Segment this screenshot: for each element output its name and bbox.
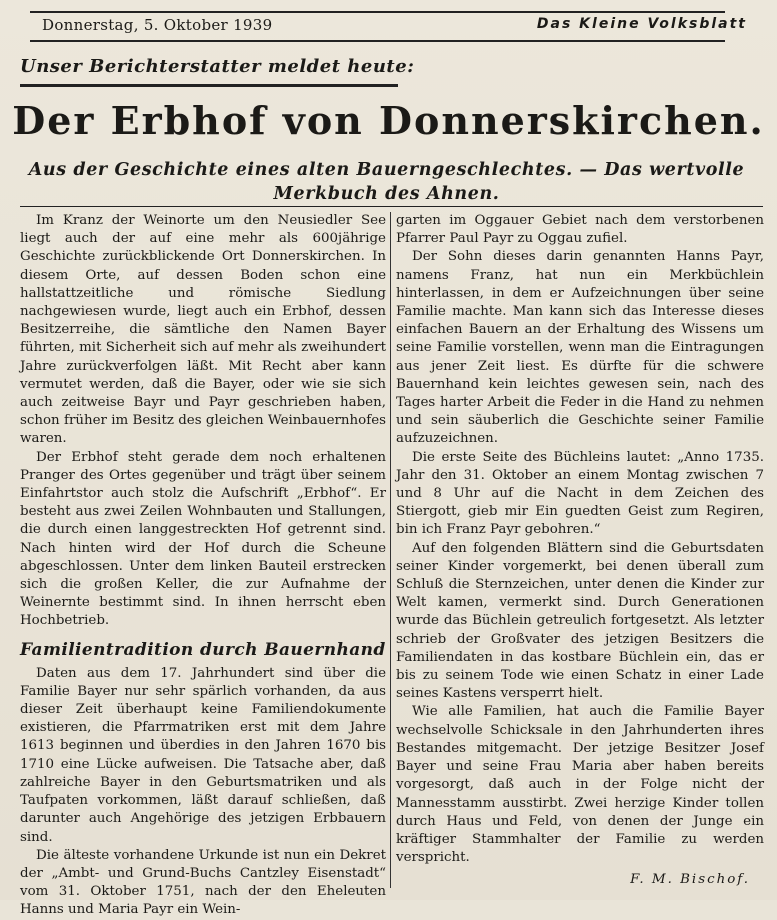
masthead-rule [30, 40, 725, 42]
columns-top-rule [20, 206, 763, 207]
right-column [396, 212, 764, 890]
paragraph: Die älteste vorhandene Urkunde ist nun ein Dekret der „Ambt- und Grund-Buchs Cantzley Eisenstadt“ vom 31. Oktober 1751, nach der den Eheleuten Hanns und Maria Payr ein Wein- [20, 847, 386, 918]
paragraph: Auf den folgenden Blättern sind die Geburtsdaten seiner Kinder vorgemerkt, bei denen überall zum Schluß die Sternzeichen, unter denen die Kinder zur Welt kamen, vermerkt sind. Durch Generationen wurde das Büchlein getreulich fortgesetzt. Als letzter schrieb der Großvater des jetzigen Besitzers die Familiendaten in das kostbare Büchlein ein, das er bis zu seinem Tode wie einen Schatz in einer Lade seines Kastens versperrt hielt. [396, 540, 764, 702]
kicker-underline [20, 84, 398, 87]
masthead-date: Donnerstag, 5. Oktober 1939 [42, 16, 273, 34]
paragraph: Daten aus dem 17. Jahrhundert sind über die Familie Bayer nur sehr spärlich vorhanden, da aus dieser Zeit überhaupt keine Familiendokumente existieren, die Pfarrmatriken erst mit dem Jahre 1613 beginnen und überdies in den Jahren 1670 bis 1710 eine Lücke aufweisen. Die Tatsache aber, daß zahlreiche Bayer in den Geburtsmatriken und als Taufpaten vorkommen, läßt darauf schließen, daß darunter auch Angehörige des jetzigen Erbbauern sind. [20, 665, 386, 845]
masthead-paper-name: Das Kleine Volksblatt [536, 16, 747, 32]
article-subheadline: Aus der Geschichte eines alten Bauerngeschlechtes. — Das wertvolle Merkbuch des Ahnen. [28, 160, 745, 204]
section-heading: Familientradition durch Bauernhand [20, 639, 386, 660]
paragraph: Wie alle Familien, hat auch die Familie Bayer wechselvolle Schicksale in den Jahrhunderten ihres Bestandes mitgemacht. Der jetzige Besitzer Josef Bayer und seine Frau Maria aber haben bereits vorgesorgt, daß auch in der Folge nicht der Mannesstamm ausstirbt. Zwei herzige Kinder tollen durch Haus und Feld, von denen der Junge ein kräftiger Stammhalter der Familie zu werden verspricht. [396, 704, 764, 866]
paragraph: Der Sohn dieses darin genannten Hanns Payr, namens Franz, hat nun ein Merkbüchlein hinterlassen, in dem er Aufzeichnungen über seine Familie machte. Man kann sich das Interesse dieses einfachen Bauern an der Erhaltung des Wissens um seine Familie vorstellen, wenn man die Eintragungen aus jener Zeit liest. Es dürfte für die schwere Bauernhand kein leichtes gewesen sein, nach des Tages harter Arbeit die Feder in die Hand zu nehmen und sein säuberlich die Geschichte seiner Familie aufzuzeichnen. [396, 249, 764, 447]
top-rule [30, 11, 725, 13]
paragraph: Der Erbhof steht gerade dem noch erhaltenen Pranger des Ortes gegenüber und trägt über seinem Einfahrtstor auch stolz die Aufschrift „Erbhof“. Er besteht aus zwei Zeilen Wohnbauten und Stallungen, die durch einen langgestreckten Hof getrennt sind. Nach hinten wird der Hof durch die Scheune abgeschlossen. Unter dem linken Bauteil erstrecken sich die großen Keller, die zur Aufnahme der Weinernte bestimmt sind. In ihnen herrscht eben Hochbetrieb. [20, 449, 386, 629]
masthead [30, 14, 747, 36]
paragraph: Die erste Seite des Büchleins lautet: „Anno 1735. Jahr den 31. Oktober an einem Montag zwischen 7 und 8 Uhr auf die Nacht in dem Zeichen des Stiergott, gieb mir Ein guedten Geist zum Regiren, bin ich Franz Payr gebohren.“ [396, 449, 764, 538]
article-kicker: Unser Berichterstatter meldet heute: [20, 56, 415, 77]
left-column [20, 212, 386, 920]
paragraph: Im Kranz der Weinorte um den Neusiedler See liegt auch der auf eine mehr als 600jährige Geschichte zurückblickende Ort Donnerskirchen. In diesem Orte, auf dessen Boden schon eine hallstattzeitliche und römische Siedlung nachgewiesen wurde, liegt auch ein Erbhof, dessen Besitzerreihe, die sämtliche den Namen Bayer führten, mit Sicherheit sich auf mehr als zweihundert Jahre zurückverfolgen läßt. Mit Recht aber kann vermutet werden, daß die Bayer, oder wie sie sich auch zeitweise Bayr und Payr geschrieben haben, schon früher im Besitz des gleichen Weinbauernhofes waren. [20, 213, 386, 447]
paragraph: garten im Oggauer Gebiet nach dem verstorbenen Pfarrer Paul Payr zu Oggau zufiel. [396, 213, 764, 247]
article-headline: Der Erbhof von Donnerskirchen. [12, 98, 765, 143]
author-signature: F. M. Bischof. [630, 872, 750, 888]
column-divider [390, 212, 391, 888]
